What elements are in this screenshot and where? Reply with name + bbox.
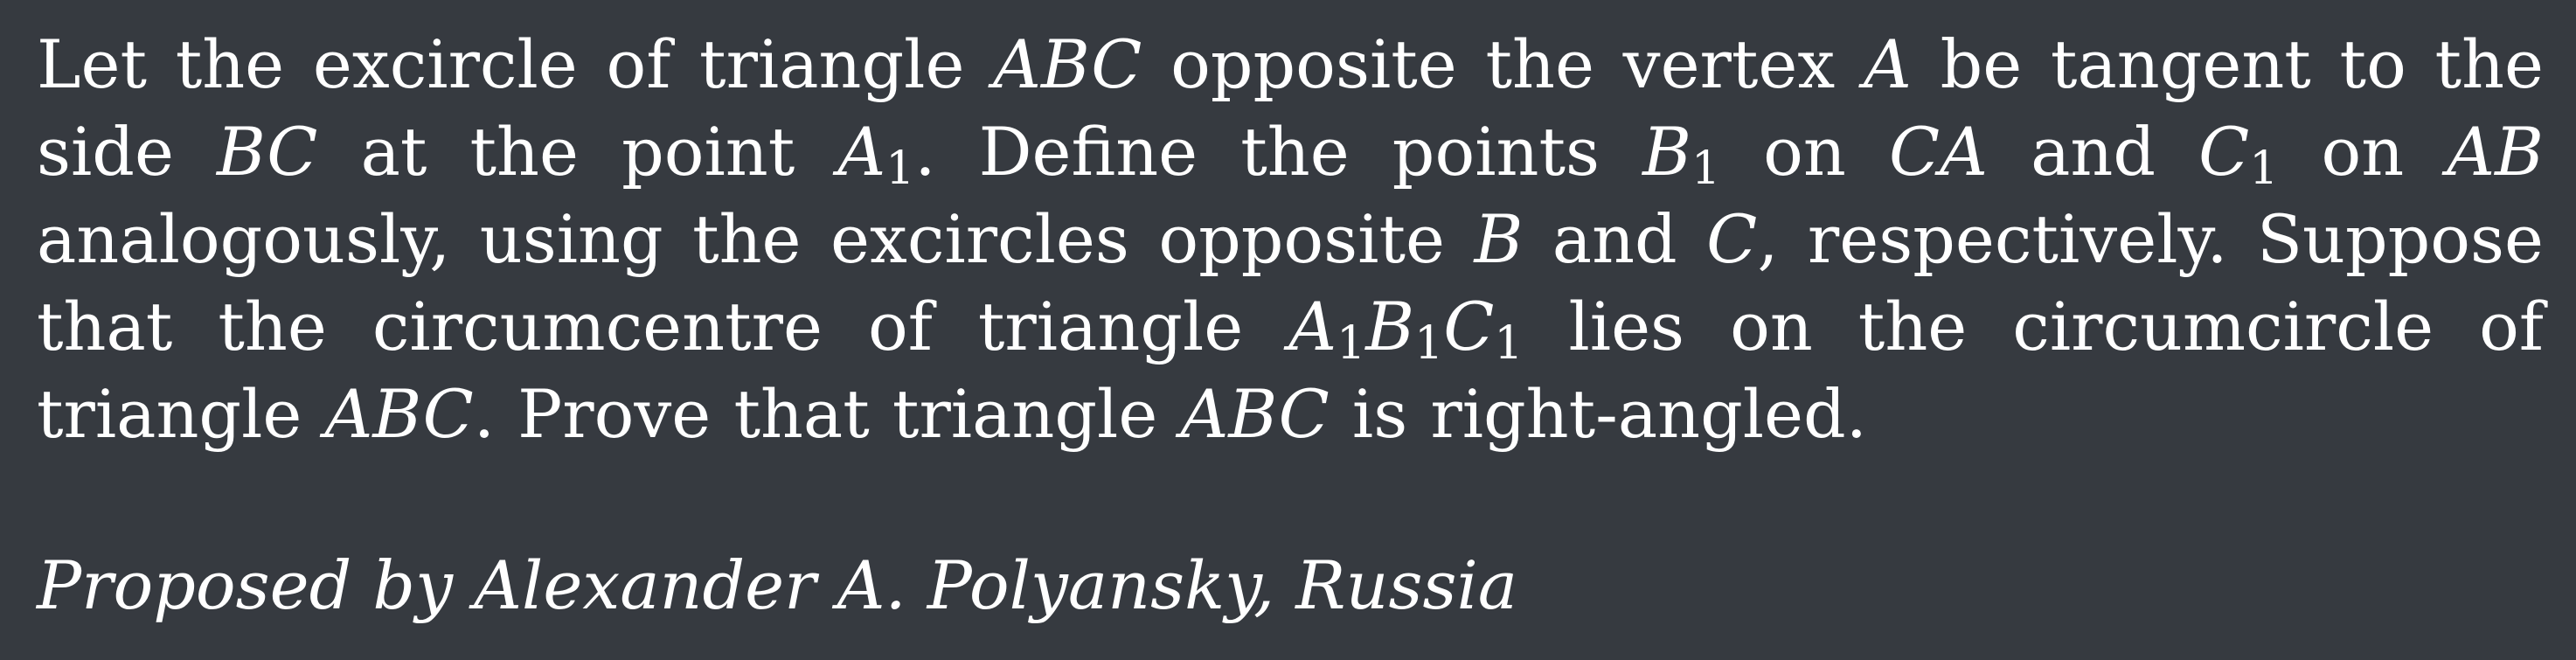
text: and bbox=[1523, 200, 1707, 278]
math-triangle-abc: ABC bbox=[324, 375, 474, 453]
text: be tangent to the side bbox=[37, 25, 2545, 191]
text: , respectively. Suppose that the circumcentre of triangle bbox=[37, 200, 2545, 365]
math-subscript: 1 bbox=[1494, 317, 1524, 370]
math-subscript: 1 bbox=[1414, 317, 1444, 370]
proposer-credit: Proposed by Alexander A. Polyansky, Russia bbox=[37, 546, 1518, 624]
text: is right-angled. bbox=[1329, 375, 1867, 453]
math-point-c1 bbox=[2198, 113, 2279, 195]
math-point-b1 bbox=[1642, 113, 1721, 195]
math-subscript: 1 bbox=[885, 142, 915, 195]
math-subscript: 1 bbox=[1691, 142, 1721, 195]
math-subscript: 1 bbox=[2249, 142, 2279, 195]
math-side-bc: BC bbox=[217, 113, 318, 191]
math-vertex-a: A bbox=[1863, 25, 1912, 103]
math-vertex-b: B bbox=[1474, 200, 1524, 278]
text: at the point bbox=[317, 113, 838, 191]
math-point-a1 bbox=[837, 113, 915, 195]
math-side-ab: AB bbox=[2447, 113, 2545, 191]
text: on bbox=[2278, 113, 2448, 191]
text: Let the excircle of triangle bbox=[37, 25, 994, 103]
text: opposite the vertex bbox=[1142, 25, 1864, 103]
math-letter: C bbox=[2198, 113, 2250, 191]
math-letter: A bbox=[1288, 288, 1337, 365]
math-letter: B bbox=[1642, 113, 1691, 191]
math-letter: B bbox=[1365, 288, 1415, 365]
text: on bbox=[1720, 113, 1889, 191]
math-triangle-a1b1c1 bbox=[1288, 288, 1524, 370]
problem-statement bbox=[37, 21, 2544, 458]
math-side-ca: CA bbox=[1888, 113, 1989, 191]
text: . Define the points bbox=[914, 113, 1643, 191]
text: analogously, using the excircles opposite bbox=[37, 200, 1475, 278]
text: . Prove that triangle bbox=[473, 375, 1181, 453]
math-triangle-abc: ABC bbox=[1180, 375, 1330, 453]
text: and bbox=[1988, 113, 2199, 191]
text: lies on the circumcircle of triangle bbox=[37, 288, 2545, 453]
math-vertex-c: C bbox=[1706, 200, 1758, 278]
math-triangle-abc: ABC bbox=[993, 25, 1142, 103]
math-subscript: 1 bbox=[1337, 317, 1366, 370]
math-letter: A bbox=[837, 113, 886, 191]
math-letter: C bbox=[1443, 288, 1495, 365]
